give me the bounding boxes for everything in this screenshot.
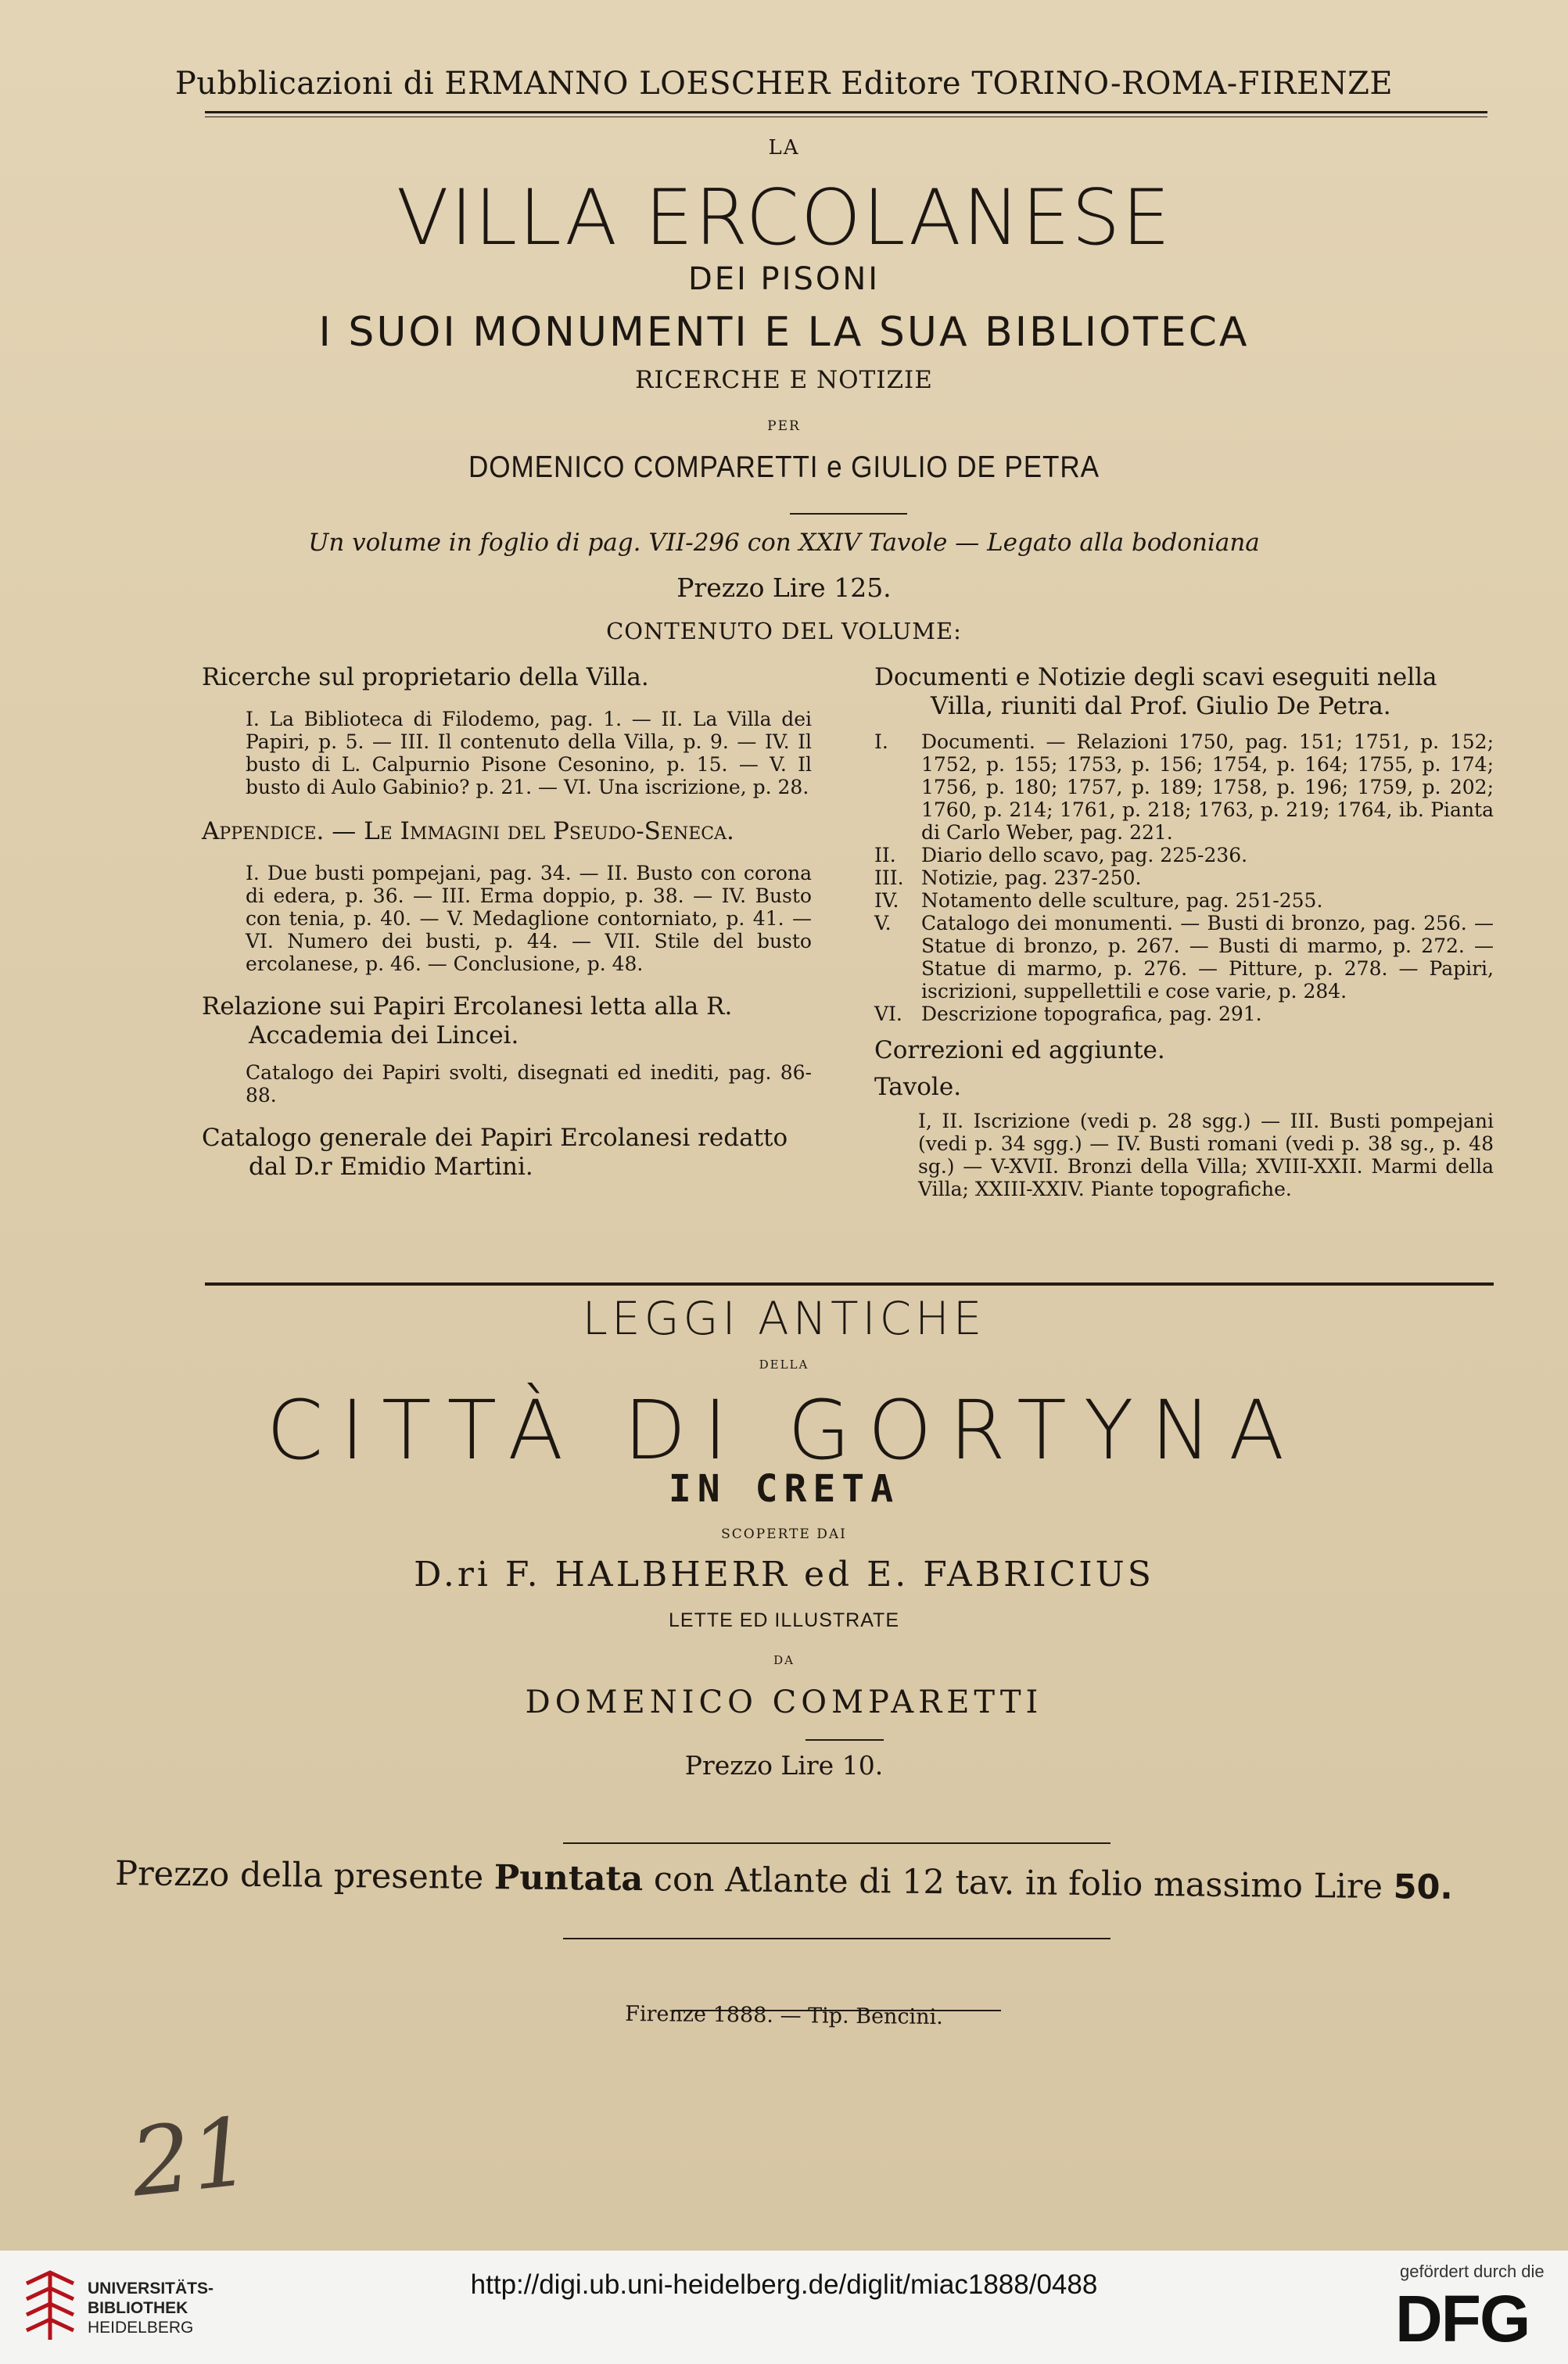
right-item	[874, 889, 1494, 912]
instalment-prefix: Prezzo della presente	[114, 1854, 484, 1897]
left-section-body: I. La Biblioteca di Filodemo, pag. 1. — II. La Villa dei Papiri, p. 5. — III. Il contenuto della Villa, p. 9. — IV. Il busto di L. Calpurnio Pisone Cesonino, p. 15. — V. Il busto di Aulo Gabinio? p. 21. — VI. Una iscrizione, p. 28.	[246, 708, 812, 798]
right-item-text: Notamento delle sculture, pag. 251-255.	[921, 889, 1323, 912]
left-section-head: Catalogo generale dei Papiri Ercolanesi redatto dal D.r Emidio Martini.	[202, 1124, 788, 1181]
book1-left-column	[202, 663, 812, 1182]
price-rule-top	[563, 1842, 1111, 1844]
handwritten-number: 21	[126, 2097, 257, 2219]
right-corrections: Correzioni ed aggiunte.	[874, 1036, 1165, 1064]
right-items	[874, 730, 1494, 1025]
right-item	[874, 730, 1494, 844]
digitization-footer	[0, 2251, 1568, 2364]
right-item-num: IV.	[874, 889, 899, 912]
right-item-num: III.	[874, 866, 904, 889]
book1-right-column	[874, 663, 1494, 1200]
book2-price: Prezzo Lire 10.	[684, 1750, 884, 1781]
book1-per: PER	[767, 418, 801, 434]
left-section-1	[202, 663, 812, 798]
book2-title2: CITTÀ DI GORTYNA	[266, 1383, 1302, 1478]
right-item-text: Catalogo dei monumenti. — Busti di bronzo, pag. 256. — Statue di bronzo, p. 267. — Busti di marmo, p. 272. — Statue di marmo, p. 276. — Pitture, p. 278. — Papiri, iscrizioni, suppellettili e cose varie, p. 284.	[921, 912, 1494, 1003]
left-section-body: I. Due busti pompejani, pag. 34. — II. Busto con corona di edera, p. 36. — III. Erma doppio, p. 38. — IV. Busto con tenia, p. 40. — V. Medaglione contorniato, p. 41. — VI. Numero dei busti, p. 44. — VII. Stile del busto ercolanese, p. 46. — Conclusione, p. 48.	[246, 862, 812, 975]
right-item	[874, 912, 1494, 1003]
left-section-head: Appendice. — Le Immagini del Pseudo-Seneca.	[202, 817, 734, 845]
right-item	[874, 844, 1494, 866]
right-item-text: Diario dello scavo, pag. 225-236.	[921, 844, 1248, 866]
book2-title1: LEGGI ANTICHE	[582, 1292, 986, 1345]
right-item	[874, 866, 1494, 889]
book1-divider	[790, 513, 907, 515]
section-divider	[205, 1282, 1494, 1286]
library-line2: BIBLIOTHEK	[88, 2299, 188, 2317]
right-tavole-head: Tavole.	[874, 1073, 962, 1101]
library-line3: HEIDELBERG	[88, 2319, 194, 2337]
library-line1: UNIVERSITÄTS-	[88, 2280, 214, 2298]
right-item-num: V.	[874, 912, 892, 934]
book2-lette: LETTE ED ILLUSTRATE	[669, 1609, 899, 1631]
right-section-head: Documenti e Notizie degli scavi eseguiti nella Villa, riuniti dal Prof. Giulio De Petra.	[874, 663, 1437, 720]
left-section-body: Catalogo dei Papiri svolti, disegnati ed inediti, pag. 86-88.	[246, 1061, 812, 1107]
right-item-num: VI.	[874, 1003, 902, 1025]
book1-description: Un volume in foglio di pag. VII-296 con XXIV Tavole — Legato alla bodoniana	[308, 529, 1260, 557]
book1-subtitle1: DEI PISONI	[687, 261, 881, 297]
book1-subtitle2: I SUOI MONUMENTI E LA SUA BIBLIOTECA	[318, 309, 1250, 356]
book1-authors: DOMENICO COMPARETTI e GIULIO DE PETRA	[468, 450, 1100, 484]
left-section-head: Ricerche sul proprietario della Villa.	[202, 663, 649, 691]
dfg-logo: DFG	[1395, 2282, 1530, 2355]
book1-contents-heading: CONTENUTO DEL VOLUME:	[606, 618, 962, 644]
left-section-head: Relazione sui Papiri Ercolanesi letta alla R. Accademia dei Lincei.	[202, 992, 733, 1049]
instalment-middle: con Atlante di 12 tav. in folio massimo Lire	[653, 1860, 1383, 1907]
instalment-amount: 50.	[1393, 1867, 1454, 1907]
imprint: Firenze 1888. — Tip. Bencini.	[625, 2001, 943, 2030]
right-item-text: Documenti. — Relazioni 1750, pag. 151; 1751, p. 152; 1752, p. 155; 1753, p. 156; 1754, p. 164; 1755, p. 174; 1756, p. 180; 1757, p. 189; 1758, p. 196; 1759, p. 202; 1760, p. 214; 1761, p. 218; 1763, p. 219; 1764, ib. Pianta di Carlo Weber, pag. 221.	[921, 730, 1494, 844]
price-rule-bottom	[563, 1938, 1111, 1939]
book2-scoperte: SCOPERTE DAI	[721, 1526, 847, 1542]
book2-divider	[806, 1739, 884, 1741]
book1-subtitle3: RICERCHE E NOTIZIE	[635, 366, 933, 394]
sponsor-text: gefördert durch die	[1400, 2262, 1545, 2281]
book2-da: DA	[773, 1653, 795, 1667]
book2-discoverers: D.ri F. HALBHERR ed E. FABRICIUS	[414, 1555, 1154, 1595]
header-rule	[205, 111, 1487, 113]
left-section-2	[202, 817, 812, 975]
publisher-header: Pubblicazioni di ERMANNO LOESCHER Editore TORINO-ROMA-FIRENZE	[174, 66, 1394, 102]
right-item-text: Descrizione topografica, pag. 291.	[921, 1003, 1262, 1025]
left-section-3	[202, 992, 812, 1107]
instalment-bold: Puntata	[493, 1858, 644, 1899]
book2-della: DELLA	[759, 1358, 809, 1372]
source-url[interactable]: http://digi.ub.uni-heidelberg.de/diglit/miac1888/0488	[470, 2269, 1098, 2300]
right-item-num: II.	[874, 844, 896, 866]
right-item-num: I.	[874, 730, 888, 753]
instalment-price	[0, 1853, 1568, 1909]
right-item	[874, 1003, 1494, 1025]
right-tavole-body: I, II. Iscrizione (vedi p. 28 sgg.) — III. Busti pompejani (vedi p. 34 sgg.) — IV. Busti romani (vedi p. 38 sg., p. 48 sg.) — V-XVII. Bronzi della Villa; XVIII-XXII. Marmi della Villa; XXIII-XXIV. Piante topografiche.	[918, 1110, 1494, 1200]
book2-author: DOMENICO COMPARETTI	[525, 1684, 1043, 1720]
left-section-4	[202, 1124, 812, 1182]
book1-price: Prezzo Lire 125.	[676, 572, 892, 603]
book2-title3: IN CRETA	[668, 1467, 900, 1511]
book1-pre-title: LA	[768, 136, 800, 160]
book1-title: VILLA ERCOLANESE	[396, 174, 1172, 263]
right-item-text: Notizie, pag. 237-250.	[921, 866, 1142, 889]
